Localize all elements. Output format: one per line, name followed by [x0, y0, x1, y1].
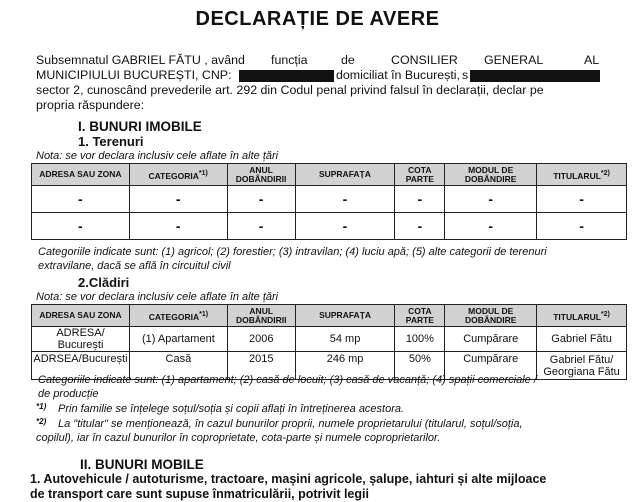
section-1-heading: I. BUNURI IMOBILE: [78, 119, 202, 134]
note-terenuri: Nota: se vor declara inclusiv cele aflate în alte țări: [36, 150, 279, 162]
table-cell: -: [395, 186, 445, 213]
categorii-terenuri-note-2: extravilane, dacă se află în circuitul civil: [38, 260, 231, 272]
footnote-2-mark: *2): [36, 417, 47, 426]
intro-line-1c: de: [341, 53, 355, 67]
document-title: DECLARAȚIE DE AVERE: [195, 8, 440, 30]
footnote-2-line-1: La "titular" se menționează, în cazul bunurilor proprii, numele proprietarului (titularul, soțul/soția,: [58, 418, 523, 430]
intro-line-3: sector 2, cunoscând prevederile art. 292 din Codul penal privind falsul în declarații, declar pe: [36, 83, 544, 97]
table-cell: -: [537, 186, 627, 213]
table-cell: -: [227, 186, 295, 213]
table-cell: -: [227, 213, 295, 240]
table-cell: -: [32, 213, 130, 240]
terenuri-header-suprafata: SUPRAFAȚA: [295, 164, 395, 186]
table-cell: 54 mp: [295, 327, 395, 352]
terenuri-header-cota: COTA PARTE: [395, 164, 445, 186]
redacted-cnp: [239, 70, 334, 82]
intro-line-1e: GENERAL: [484, 53, 544, 67]
table-cell: -: [537, 213, 627, 240]
cladiri-header-suprafata: SUPRAFAȚA: [295, 305, 395, 327]
footnote-2-line-2: copilul), iar în cazul bunurilor în coproprietate, cota-parte și numele coproprietarilor.: [36, 432, 441, 444]
table-cell: 100%: [395, 327, 445, 352]
intro-line-2c: s: [462, 68, 469, 82]
categorii-cladiri-note-2: de producție: [38, 388, 99, 400]
section-2-sub-line-1: 1. Autovehicule / autoturisme, tractoare, mașini agricole, șalupe, iahturi și alte mijloace: [30, 472, 547, 486]
table-cell: -: [395, 213, 445, 240]
cladiri-table: [31, 304, 627, 380]
cladiri-header-modul: MODUL DE DOBÂNDIRE: [445, 305, 537, 327]
table-row: [32, 186, 627, 213]
footnote-1: Prin familie se înțelege soțul/soția și copii aflați în întreținerea acestora.: [58, 403, 405, 415]
cladiri-header-categoria: CATEGORIA$^{*1)}$: [129, 305, 227, 327]
table-cell: 2015: [227, 352, 295, 380]
intro-line-2b: domiciliat în București,: [336, 68, 460, 82]
note-cladiri: Nota: se vor declara inclusiv cele aflate în alte țări: [36, 291, 279, 303]
table-cell: Casă: [129, 352, 227, 380]
terenuri-header-adresa: ADRESA SAU ZONA: [32, 164, 130, 186]
table-cell: -: [129, 213, 227, 240]
terenuri-table: [31, 163, 627, 240]
table-cell: -: [32, 186, 130, 213]
footnote-1-mark: *1): [36, 402, 47, 411]
cladiri-header-anul: ANUL DOBÂNDIRII: [227, 305, 295, 327]
cladiri-header-cota: COTA PARTE: [395, 305, 445, 327]
subsection-cladiri: 2.Clădiri: [78, 275, 130, 290]
terenuri-header-modul: MODUL DE DOBÂNDIRE: [445, 164, 537, 186]
intro-line-1a: Subsemnatul GABRIEL FĂTU , având: [36, 53, 245, 67]
intro-line-1d: CONSILIER: [391, 53, 458, 67]
table-cell: (1) Apartament: [129, 327, 227, 352]
redacted-address: [470, 70, 600, 82]
table-cell: 50%: [395, 352, 445, 380]
intro-line-1f: AL: [584, 53, 600, 67]
table-cell: -: [129, 186, 227, 213]
terenuri-header-categoria: CATEGORIA$^{*1)}$: [129, 164, 227, 186]
categorii-terenuri-note-1: Categoriile indicate sunt: (1) agricol; (2) forestier; (3) intravilan; (4) luciu apă; (5) alte categorii de terenuri: [38, 246, 547, 258]
table-cell: ADRESA/ București: [32, 327, 130, 352]
intro-line-1b: funcția: [271, 53, 308, 67]
section-2-sub-line-2: de transport care sunt supuse înmatriculării, potrivit legii: [30, 487, 369, 501]
table-cell: ADRSEA/București: [32, 352, 130, 380]
table-cell: Cumpărare: [445, 327, 537, 352]
table-cell: 2006: [227, 327, 295, 352]
table-cell: -: [295, 213, 395, 240]
table-cell: -: [445, 213, 537, 240]
section-2-heading: II. BUNURI MOBILE: [80, 457, 204, 472]
table-cell: Cumpărare: [445, 352, 537, 380]
table-row: [32, 213, 627, 240]
terenuri-header-titularul: TITULARUL$^{*2)}$: [537, 164, 627, 186]
terenuri-header-anul: ANUL DOBÂNDIRII: [227, 164, 295, 186]
table-cell: -: [445, 186, 537, 213]
table-cell: 246 mp: [295, 352, 395, 380]
table-row: [32, 327, 627, 352]
intro-line-2a: MUNICIPIULUI BUCUREȘTI, CNP:: [36, 68, 232, 82]
table-cell: -: [295, 186, 395, 213]
categorii-cladiri-note-1: Categoriile indicate sunt: (1) apartament; (2) casă de locuit; (3) casă de vacanță; (4) spații comerciale /: [38, 374, 537, 386]
table-cell: Gabriel Fătu: [537, 327, 627, 352]
subsection-terenuri: 1. Terenuri: [78, 134, 144, 149]
table-cell: Gabriel Fătu/ Georgiana Fătu: [537, 352, 627, 380]
cladiri-header-titularul: TITULARUL$^{*2)}$: [537, 305, 627, 327]
intro-line-4: propria răspundere:: [36, 98, 145, 112]
cladiri-header-adresa: ADRESA SAU ZONA: [32, 305, 130, 327]
